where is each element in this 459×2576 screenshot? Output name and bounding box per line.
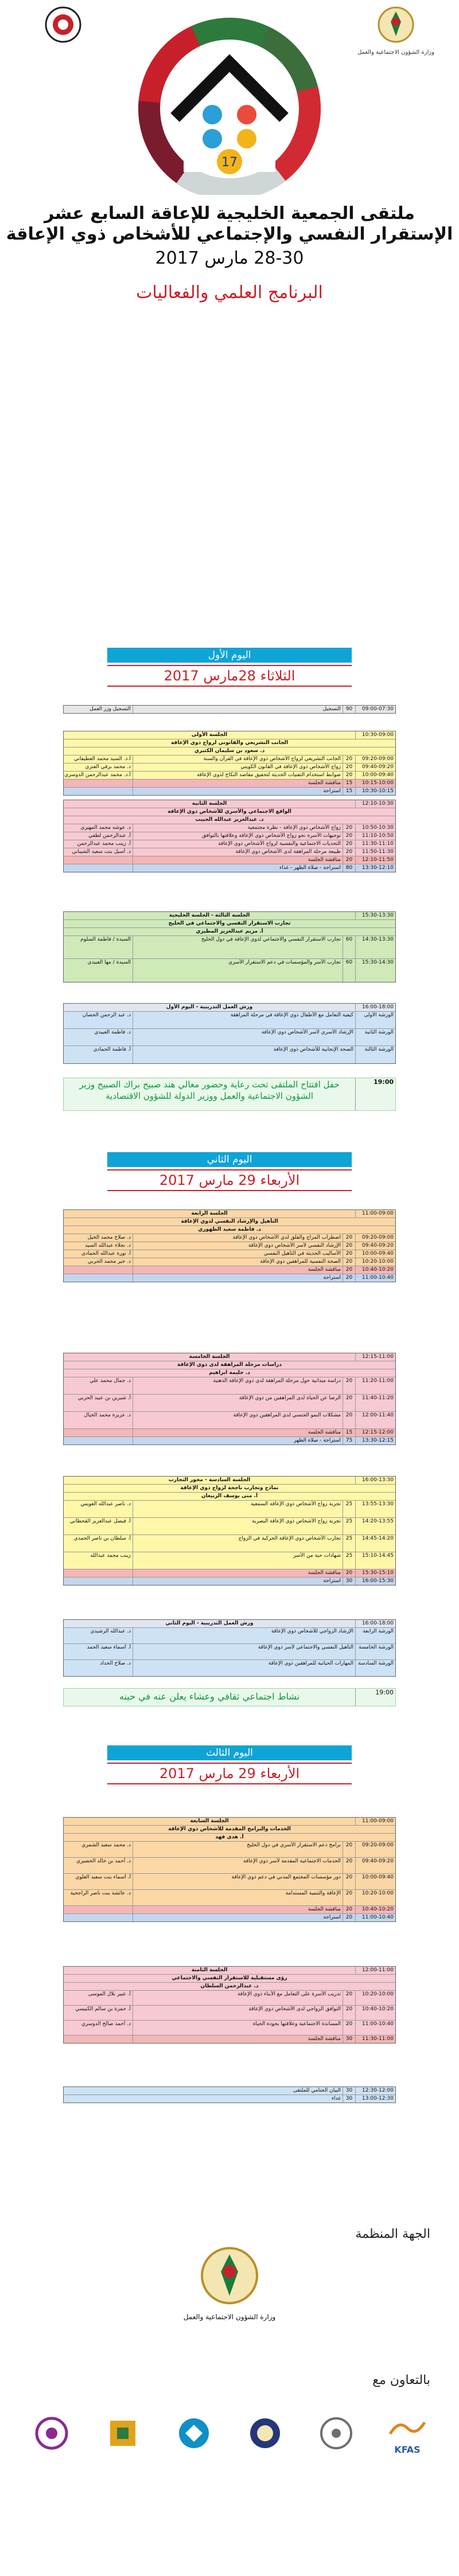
table-row: الورشة الثانية الإرشاد الأسري لأسر الأشخاص ذوي الإعاقة د. فاطمة العبيدي bbox=[64, 1029, 395, 1046]
table-row: 09:20-09:00 20 اضطراب المزاج والقلق لدى الأشخاص ذوي الإعاقة د. صلاح محمد الخيل bbox=[64, 1234, 395, 1242]
emblem-number: 17 bbox=[221, 155, 238, 170]
table-row: 11:00-10:40 20 استراحة bbox=[64, 1914, 395, 1921]
partner-emblem-icon bbox=[34, 2416, 69, 2450]
table-row: 10:00-09:40 20 ضوابط استخدام التقنيات الحديثة لتحقيق مقاصد النكاح لذوي الإعاقة أ.د. محمد عبدالرحمن الدوسري bbox=[64, 772, 395, 780]
page-header bbox=[0, 0, 459, 189]
s3-time: 15:30-13:30 bbox=[355, 912, 395, 919]
table-row: 15:30-14:30 60 تجارب الأسر والمؤسسات في دعم الاستقرار الأسري السيدة / مها العبيدي bbox=[64, 959, 395, 982]
ministry-logo bbox=[344, 5, 448, 56]
table-row: 12:10-11:50 20 مناقشة الجلسة bbox=[64, 856, 395, 864]
title-dates: 28-30 مارس 2017 bbox=[155, 248, 304, 268]
ministry-emblem-icon bbox=[376, 5, 416, 45]
table-row: 10:00-09:40 20 الأساليب الحديثة في التأهيل النفسي أ. نورة عبدالله الحمادي bbox=[64, 1250, 395, 1258]
table-row: الورشة الرابعة الإرشاد الزواجي للأشخاص ذوي الإعاقة د. عبدالله الرشيدي bbox=[64, 1628, 395, 1644]
s2-axis: الواقع الاجتماعي والأسري للأشخاص ذوي الإعاقة bbox=[168, 809, 291, 815]
table-row: 13:30-12:15 75 استراحة - صلاة الظهر bbox=[64, 1437, 395, 1444]
program-heading: البرنامج العلمي والفعاليات bbox=[136, 283, 323, 303]
table-row: 10:50-10:30 20 زواج الأشخاص ذوي الإعاقة - نظرة مجتمعية د. عوشه محمد المهيري bbox=[64, 824, 395, 832]
table-row: 10:20-10:00 20 تدريب الأسرة على التعامل مع الأبناء ذوي الإعاقة أ. عبير بلال الموسى bbox=[64, 1991, 395, 2006]
day3-date: الأربعاء 29 مارس 2017 bbox=[107, 1763, 352, 1784]
table-row: 13:30-12:10 80 استراحة - صلاة الظهر - غداء bbox=[64, 864, 395, 872]
organizer-caption: وزارة الشؤون الاجتماعية والعمل bbox=[183, 2313, 276, 2321]
table-row: 14:45-14:20 25 تجارب الأشخاص ذوي الإعاقة الحركية في الزواج أ. سلطان بن ناصر الحمدي bbox=[64, 1535, 395, 1552]
table-row: 11:30-11:00 30 مناقشة الجلسة bbox=[64, 2035, 395, 2043]
s3-chair: أ. مريم عبدالعزيز المطيري bbox=[196, 929, 263, 934]
s1-chair: د. سعود بن سليمان الكثيري bbox=[194, 748, 265, 754]
table-row: 09:20-09:00 20 الجانب التشريعي لزواج الأشخاص ذوي الإعاقة في القرآن والسنة أ.د. السيد محمد العطيفاني bbox=[64, 755, 395, 764]
table-row: 11:00-10:40 20 المساندة الاجتماعية وعلاقتها بجودة الحياة د. أحمد صالح الدوسري bbox=[64, 2021, 395, 2035]
s2-head: الجلسة الثانية bbox=[192, 801, 227, 807]
day3-banner bbox=[107, 1745, 352, 1784]
s1-head: الجلسة الأولى bbox=[191, 732, 228, 738]
table-row: 11:00-10:40 20 استراحة bbox=[64, 1274, 395, 1282]
table-row: 10:40-10:20 20 التوافق الزواجي لدى الأشخاص ذوي الإعاقة أ. حمزة بن سالم الكبيسي bbox=[64, 2006, 395, 2021]
table-row: 09:40-09:20 20 الخدمات الاجتماعية المقدمة لأسر ذوي الإعاقة د. أحمد بن خالد الخضيري bbox=[64, 1858, 395, 1874]
reg-label: التسجيل bbox=[133, 706, 343, 713]
day2-banner bbox=[107, 1152, 352, 1191]
day1-name: اليوم الأول bbox=[107, 648, 352, 663]
table-row: 14:30-13:30 60 تجارب الاستقرار النفسي والاجتماعي لذوي الإعاقة في دول الخليج السيدة / فاطمة السلوم bbox=[64, 936, 395, 959]
day3-name: اليوم الثالث bbox=[107, 1745, 352, 1760]
society-emblem-icon bbox=[43, 5, 83, 45]
table-row: 10:20-10:00 20 الإعاقة والتنمية المستدامة د. عائشة بنت ناصر الراجحية bbox=[64, 1890, 395, 1906]
table-row: 12:30-12:00 30 البيان الختامي للملتقى bbox=[64, 2087, 395, 2095]
partner-logo bbox=[94, 2416, 151, 2455]
partner-logo bbox=[23, 2416, 80, 2455]
partner-logo bbox=[165, 2416, 223, 2455]
table-row: 15:30-15:10 20 مناقشة الجلسة bbox=[64, 1569, 395, 1577]
table-row: 16:00-15:30 30 استراحة bbox=[64, 1577, 395, 1585]
s1-axis: الجانب التشريعي والقانوني لزواج ذوي الإعاقة bbox=[170, 740, 289, 746]
society-logo bbox=[11, 5, 115, 47]
s2-chair: د. عبدالعزيز عبدالله الحبيب bbox=[195, 817, 264, 823]
partner-emblem-icon bbox=[248, 2416, 282, 2450]
s3-head: الجلسة الثالثة - الجلسة الخليجية bbox=[169, 913, 250, 918]
gcc-flags-emblem bbox=[120, 17, 339, 195]
ws1-head: ورش العمل التدريبية - اليوم الأول bbox=[166, 1004, 253, 1010]
title-line-1: ملتقى الجمعية الخليجية للإعاقة السابع عشر bbox=[44, 203, 415, 224]
day1-date: الثلاثاء 28مارس 2017 bbox=[107, 665, 352, 687]
opening-text: حفل افتتاح الملتقى تحت رعاية وحضور معالي هند صبيح براك الصبيح وزير الشؤون الاجتماعية والعمل ووزير الدولة للشؤون الاقتصادية bbox=[79, 1079, 340, 1101]
day1-session3 bbox=[63, 911, 396, 982]
ws1-time: 16:00-18:00 bbox=[355, 1004, 395, 1011]
table-row: 13:00-12:30 30 غداء bbox=[64, 2095, 395, 2103]
ministry-emblem-icon bbox=[198, 2244, 261, 2307]
table-row: الورشة السادسة المهارات الحياتية للمراهقين ذوي الإعاقة د. صلاح الحداد bbox=[64, 1660, 395, 1676]
day2-date: الأربعاء 29 مارس 2017 bbox=[107, 1169, 352, 1191]
table-row: 15:10-14:45 25 شهادات حية من الأسر زينب محمد عبدالله bbox=[64, 1552, 395, 1569]
partner-emblem-icon bbox=[106, 2416, 140, 2450]
partner-logo bbox=[236, 2416, 294, 2455]
table-row: 09:40-09:20 20 زواج الأشخاص ذوي الإعاقة في القانون الكويتي د. محمد برقي العنزي bbox=[64, 764, 395, 772]
day3-session8: 12:00-11:00 الجلسة الثامنة رؤى مستقبلية للاستقرار النفسي والاجتماعي د. عبدالرحمن السلطان 10:20-10:00 20 تدريب الأسرة على التعامل مع الأبناء ذوي الإعاقة أ. عبير بلال الموسى 10:40-10:20 20 التوافق الزواجي لدى الأشخاص ذوي الإعاقة أ. حمزة بن سالم الكبيسي 11:00-10:40 20 المساندة الاجتماعية وعلاقتها بجودة الحياة د. أحمد صالح الدوسري 11:30-11:00 30 مناقشة الجلسة bbox=[63, 1966, 396, 2043]
organizer-label: الجهة المنظمة bbox=[355, 2227, 430, 2241]
table-row: الورشة الخامسة التأهيل النفسي والاجتماعي لأسر ذوي الإعاقة أ. أسماء سعيد الحمد bbox=[64, 1644, 395, 1660]
collaboration-label: بالتعاون مع bbox=[372, 2373, 430, 2387]
table-row: 10:40-10:20 20 مناقشة الجلسة bbox=[64, 1906, 395, 1914]
day3-closing bbox=[63, 2086, 396, 2103]
partner-emblem-icon bbox=[319, 2416, 353, 2450]
partner-emblem-icon bbox=[177, 2416, 211, 2450]
day1-registration bbox=[63, 705, 396, 714]
table-row: 10:40-10:20 20 مناقشة الجلسة bbox=[64, 1266, 395, 1274]
partner-logo bbox=[308, 2416, 365, 2455]
day1-workshops bbox=[63, 1003, 396, 1064]
table-row: 11:10-10:50 20 توجيهات الأسرة نحو زواج الأشخاص ذوي الإعاقة وعلاقتها بالتوافق أ. عبدالرحمن لطفي bbox=[64, 832, 395, 840]
table-row: الورشة الأولى كيفية التعامل مع الأطفال ذوي الإعاقة في مرحلة المراهقة د. عبد الرحمن الحصان bbox=[64, 1012, 395, 1029]
day2-name: اليوم الثاني bbox=[107, 1152, 352, 1167]
reg-duration: 90 bbox=[343, 706, 355, 713]
table-row: 12:15-12:00 15 مناقشة الجلسة bbox=[64, 1429, 395, 1437]
day2-session5: 12:15-11:00 الجلسة الخامسة دراسات مرحلة المراهقة لدى ذوي الإعاقة د. حليمة ابراهيم 11:20-11:00 20 دراسة ميدانية حول مرحلة المراهقة لدى ذوي الإعاقة الذهنية د. جمال محمد علي 11:40-11:20 20 الرضا عن الحياة لدى المراهقين من ذوي الإعاقة أ. شيرين بن عبيد الحربي 12:00-11:40 20 مشكلات النمو الجنسي لدى المراهقين ذوي الإعاقة د. عزيزة محمد الخيال 12:15-12:00 15 مناقشة الجلسة 13:30-12:15 75 استراحة - صلاة الظهر bbox=[63, 1353, 396, 1445]
day2-activity: 19:00 نشاط اجتماعي ثقافي وعشاء يعلن عنه في حينه bbox=[63, 1688, 396, 1706]
table-row: 09:40-09:20 20 الإرشاد النفسي لأسر الأشخاص ذوي الإعاقة د. نجلاء عبدالله السيد bbox=[64, 1242, 395, 1250]
day1-session1 bbox=[63, 731, 396, 796]
table-row: 13:55-13:30 25 تجربة زواج الأشخاص ذوي الإعاقة السمعية د. ناصر عبدالله العويس bbox=[64, 1501, 395, 1518]
table-row: 09:20-09:00 20 برامج دعم الاستقرار الأسري في دول الخليج د. محمد سعيد الشمري bbox=[64, 1842, 395, 1858]
day3-session7: 11:00-09:00 الجلسة السابعة الخدمات والبرامج المقدمة للأشخاص ذوي الإعاقة أ. هدى فهد 09:20-09:00 20 برامج دعم الاستقرار الأسري في دول الخليج د. محمد سعيد الشمري 09:40-09:20 20 الخدمات الاجتماعية المقدمة لأسر ذوي الإعاقة د. أحمد بن خالد الخضيري 10:00-09:40 20 دور مؤسسات المجتمع المدني في دعم ذوي الإعاقة أ. أسماء بنت سعيد العلوي 10:20-10:00 20 الإعاقة والتنمية المستدامة د. عائشة بنت ناصر الراجحية 10:40-10:20 20 مناقشة الجلسة 11:00-10:40 20 استراحة bbox=[63, 1817, 396, 1922]
s1-time: 10:30-09:00 bbox=[355, 731, 395, 739]
ministry-caption: وزارة الشؤون الاجتماعية والعمل bbox=[357, 49, 434, 56]
table-row: 10:15-10:00 15 مناقشة الجلسة bbox=[64, 780, 395, 788]
day1-banner bbox=[107, 648, 352, 687]
day2-session4: 11:00-09:00 الجلسة الرابعة التأهيل والإرشاد النفسي لذوي الإعاقة د. فاطمة سعيد الظهوري 09:20-09:00 20 اضطراب المزاج والقلق لدى الأشخاص ذوي الإعاقة د. صلاح محمد الخيل 09:40-09:20 20 الإرشاد النفسي لأسر الأشخاص ذوي الإعاقة د. نجلاء عبدالله السيد 10:00-09:40 20 الأساليب الحديثة في التأهيل النفسي أ. نورة عبدالله الحمادي 10:20-10:00 20 الصحة النفسية للمراهقين ذوي الإعاقة د. خير محمد الحربي 10:40-10:20 20 مناقشة الجلسة 11:00-10:40 20 استراحة bbox=[63, 1209, 396, 1282]
partner-logos bbox=[23, 2416, 436, 2455]
table-row: 14:20-13:55 25 تجربة زواج الأشخاص ذوي الإعاقة البصرية أ. فيصل عبدالعزيز القحطاني bbox=[64, 1518, 395, 1535]
kfas-emblem-icon bbox=[387, 2417, 427, 2440]
table-row: 10:00-09:40 20 دور مؤسسات المجتمع المدني في دعم ذوي الإعاقة أ. أسماء بنت سعيد العلوي bbox=[64, 1874, 395, 1890]
table-row: 11:40-11:20 20 الرضا عن الحياة لدى المراهقين من ذوي الإعاقة أ. شيرين بن عبيد الحربي bbox=[64, 1395, 395, 1412]
conference-title bbox=[0, 203, 459, 304]
s3-axis: تجارب الاستقرار النفسي والاجتماعي في الخليج bbox=[168, 921, 291, 926]
table-row: الورشة الثالثة الصحة الإنجابية للأشخاص ذوي الإعاقة أ. فاطمة الحمادي bbox=[64, 1046, 395, 1063]
table-row: 10:20-10:00 20 الصحة النفسية للمراهقين ذوي الإعاقة د. خير محمد الحربي bbox=[64, 1258, 395, 1266]
day1-opening bbox=[63, 1078, 396, 1111]
table-row: 10:30-10:15 15 استراحة bbox=[64, 788, 395, 795]
table-row: 11:20-11:00 20 دراسة ميدانية حول مرحلة المراهقة لدى ذوي الإعاقة الذهنية د. جمال محمد علي bbox=[64, 1377, 395, 1395]
day2-workshops: 16:00-18:00 ورش العمل التدريبية - اليوم الثاني الورشة الرابعة الإرشاد الزواجي للأشخاص ذوي الإعاقة د. عبدالله الرشيدي الورشة الخامسة التأهيل النفسي والاجتماعي لأسر ذوي الإعاقة أ. أسماء سعيد الحمد الورشة السادسة المهارات الحياتية للمراهقين ذوي الإعاقة د. صلاح الحداد bbox=[63, 1619, 396, 1677]
title-line-2: الإستقرار النفسي والإجتماعي للأشخاص ذوي الإعاقة bbox=[6, 224, 453, 244]
s2-time: 12:10-10:30 bbox=[355, 800, 395, 808]
day1-session2 bbox=[63, 800, 396, 872]
day2-session6: 16:00-13:30 الجلسة السادسة - محور التجارب نماذج وتجارب ناجحة لزواج ذوي الإعاقة أ. منى يوسف الربيعان 13:55-13:30 25 تجربة زواج الأشخاص ذوي الإعاقة السمعية د. ناصر عبدالله العويس 14:20-13:55 25 تجربة زواج الأشخاص ذوي الإعاقة البصرية أ. فيصل عبدالعزيز القحطاني 14:45-14:20 25 تجارب الأشخاص ذوي الإعاقة الحركية في الزواج أ. سلطان بن ناصر الحمدي 15:10-14:45 25 شهادات حية من الأسر زينب محمد عبدالله 15:30-15:10 20 مناقشة الجلسة 16:00-15:30 30 استراحة bbox=[63, 1476, 396, 1585]
table-row: 11:50-11:30 20 طبيعة مرحلة المراهقة لدى الأشخاص ذوي الإعاقة د. أسيل بنت سعيد الشيباني bbox=[64, 848, 395, 856]
table-row: 12:00-11:40 20 مشكلات النمو الجنسي لدى المراهقين ذوي الإعاقة د. عزيزة محمد الخيال bbox=[64, 1412, 395, 1429]
opening-time: 19:00 bbox=[355, 1078, 395, 1110]
table-row: 11:30-11:10 20 التحديات الاجتماعية والنفسية لزواج الأشخاص ذوي الإعاقة أ. زينب محمد عبدالرحمن bbox=[64, 840, 395, 848]
partner-logo: KFAS bbox=[379, 2417, 436, 2455]
organizer-logo bbox=[172, 2244, 287, 2321]
reg-time: 09:00-07:30 bbox=[355, 706, 395, 713]
reg-note: التسجيل وزر العمل bbox=[90, 706, 131, 712]
